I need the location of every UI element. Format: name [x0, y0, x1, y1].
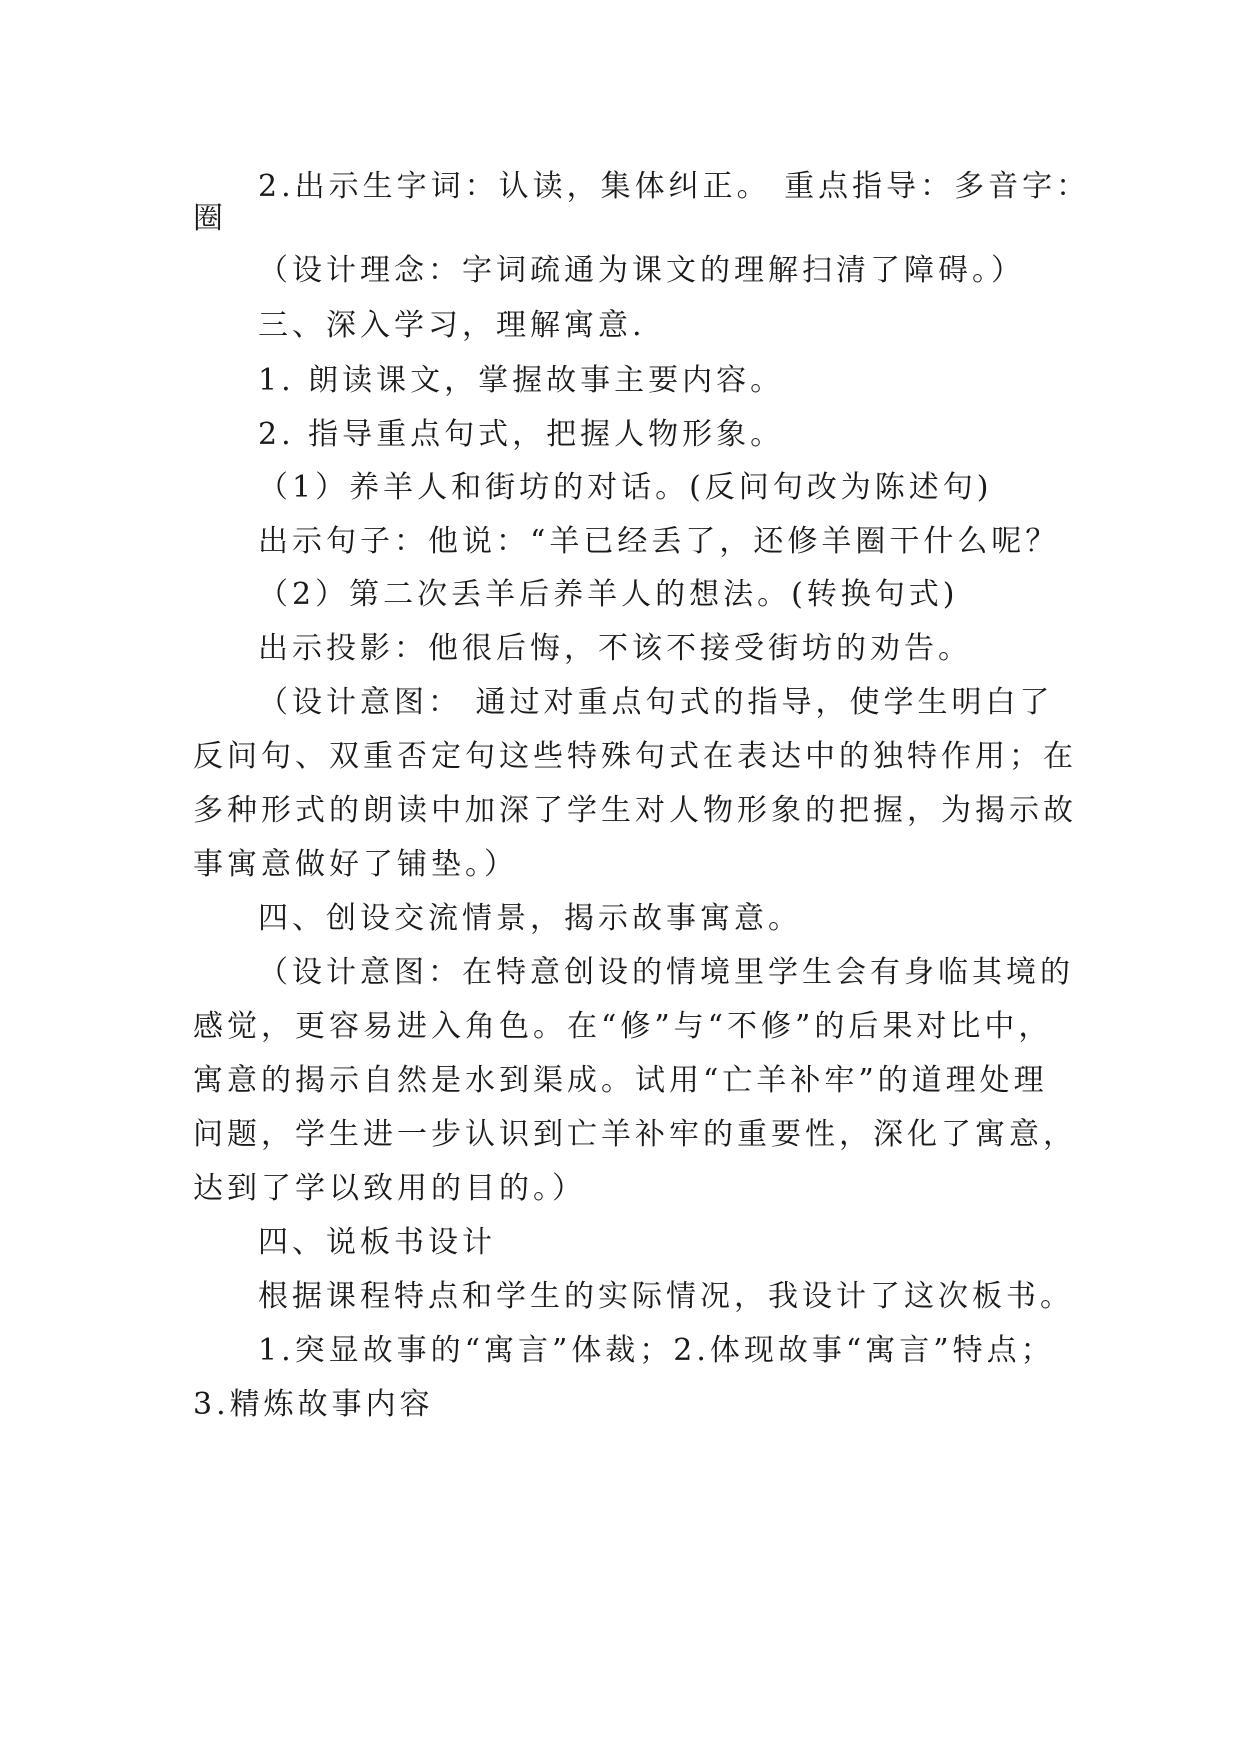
text-line: （2）第二次丢羊后养羊人的想法。(转换句式)	[258, 577, 959, 612]
text-line: （1）养羊人和街坊的对话。(反问句改为陈述句)	[258, 470, 993, 505]
text-line: 2. 指导重点句式，把握人物形象。	[258, 417, 785, 452]
text-line: 事寓意做好了铺垫。）	[193, 847, 518, 882]
text-line: （设计理念：字词疏通为课文的理解扫清了障碍。）	[258, 253, 1025, 288]
text-line: 感觉，更容易进入角色。在“修”与“不修”的后果对比中，	[193, 1009, 1053, 1044]
text-line: 出示句子：他说：“羊已经丢了，还修羊圈干什么呢？	[258, 524, 1060, 559]
text-line: （设计意图： 通过对重点句式的指导，使学生明白了	[258, 685, 1054, 720]
text-line: 圈	[193, 201, 227, 236]
section-heading: 四、说板书设计	[258, 1225, 496, 1260]
text-line: 出示投影：他很后悔，不该不接受街坊的劝告。	[258, 631, 972, 666]
text-line: 1. 朗读课文，掌握故事主要内容。	[258, 363, 785, 398]
text-line: 1.突显故事的“寓言”体裁；2.体现故事“寓言”特点；	[258, 1333, 1055, 1368]
section-heading: 三、深入学习，理解寓意.	[258, 308, 646, 343]
text-line: 寓意的揭示自然是水到渠成。试用“亡羊补牢”的道理处理	[193, 1063, 1048, 1098]
text-line: 反问句、双重否定句这些特殊句式在表达中的独特作用；在	[193, 739, 1077, 774]
text-line: 问题，学生进一步认识到亡羊补牢的重要性，深化了寓意，	[193, 1117, 1077, 1152]
text-line: 多种形式的朗读中加深了学生对人物形象的把握，为揭示故	[193, 793, 1077, 828]
text-line: 3.精炼故事内容	[193, 1387, 434, 1422]
text-line: 根据课程特点和学生的实际情况，我设计了这次板书。	[258, 1279, 1074, 1314]
text-line: （设计意图：在特意创设的情境里学生会有身临其境的	[258, 955, 1074, 990]
section-heading: 四、创设交流情景，揭示故事寓意。	[258, 901, 802, 936]
text-line: 2.出示生字词：认读，集体纠正。 重点指导：多音字：	[258, 169, 1091, 204]
text-line: 达到了学以致用的目的。）	[193, 1171, 586, 1206]
